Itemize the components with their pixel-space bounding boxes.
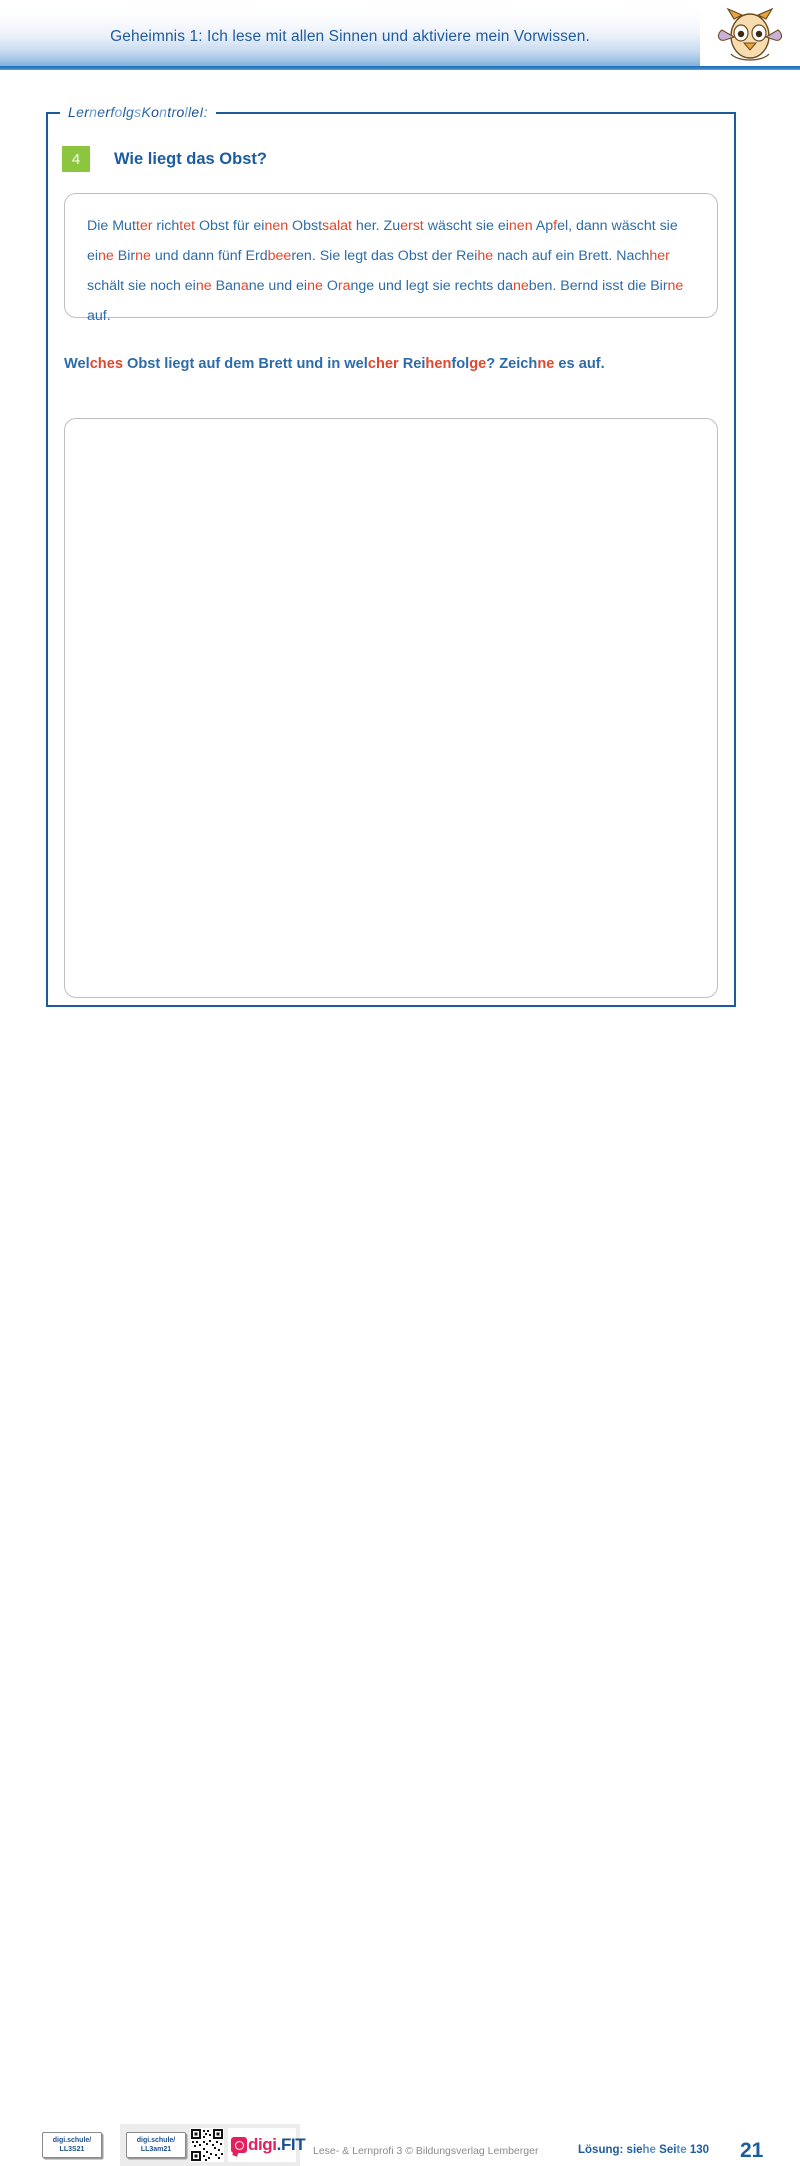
digifit-logo [228,2128,306,2162]
qr-code-icon[interactable] [190,2128,224,2162]
badge1-line1: digi.schule/ [52,2137,92,2144]
badge2-line2: LL3am21 [140,2146,172,2153]
digi-schule-badge-2[interactable] [126,2132,186,2158]
logo-dot-text: . [276,2135,281,2154]
reading-text-box [64,193,718,324]
copyright-text: Lese- & Lernprofi 3 © Bildungsverlag Lemberger [313,2145,539,2157]
page-header [0,0,800,72]
logo-fit-text: FIT [280,2135,306,2154]
question-text: Welches Obst liegt auf dem Brett und in welcher Reihenfolge? Zeichne es auf. [64,356,605,372]
answer-drawing-area[interactable] [64,418,718,998]
task-title: Wie liegt das Obst? [114,149,267,168]
solution-reference: Lösung: siehe Seite 130 [578,2144,710,2156]
task-heading-row [62,146,267,172]
digifit-mark-icon [231,2137,247,2153]
header-bottom-rule [0,66,800,70]
page-number: 21 [740,2139,764,2162]
badge1-line2: LL3S21 [59,2146,85,2153]
logo-digi-text: digi [248,2135,277,2154]
owl-mascot-icon [714,6,786,64]
page-footer [0,1060,800,2162]
badge2-line1: digi.schule/ [136,2137,176,2144]
header-title: Geheimnis 1: Ich lese mit allen Sinnen und aktiviere mein Vorwissen. [110,28,590,45]
exercise-legend: L e r n e r f o l g s K o n t r o l l e I: [60,102,216,122]
digi-schule-badge-1[interactable] [42,2132,102,2158]
reading-text: Die Mutter richtet Obst für einen Obstsalat her. Zuerst wäscht sie einen Apfel, dann wäscht sie eine Birne und dann fünf Erdbeeren. Sie legt das Obst der Reihe nach auf ein Brett. Nachher schält sie noch eine Banane und eine Orange und legt sie rechts daneben. Bernd isst die Birne auf. [87,218,684,324]
task-number-badge: 4 [62,146,90,172]
